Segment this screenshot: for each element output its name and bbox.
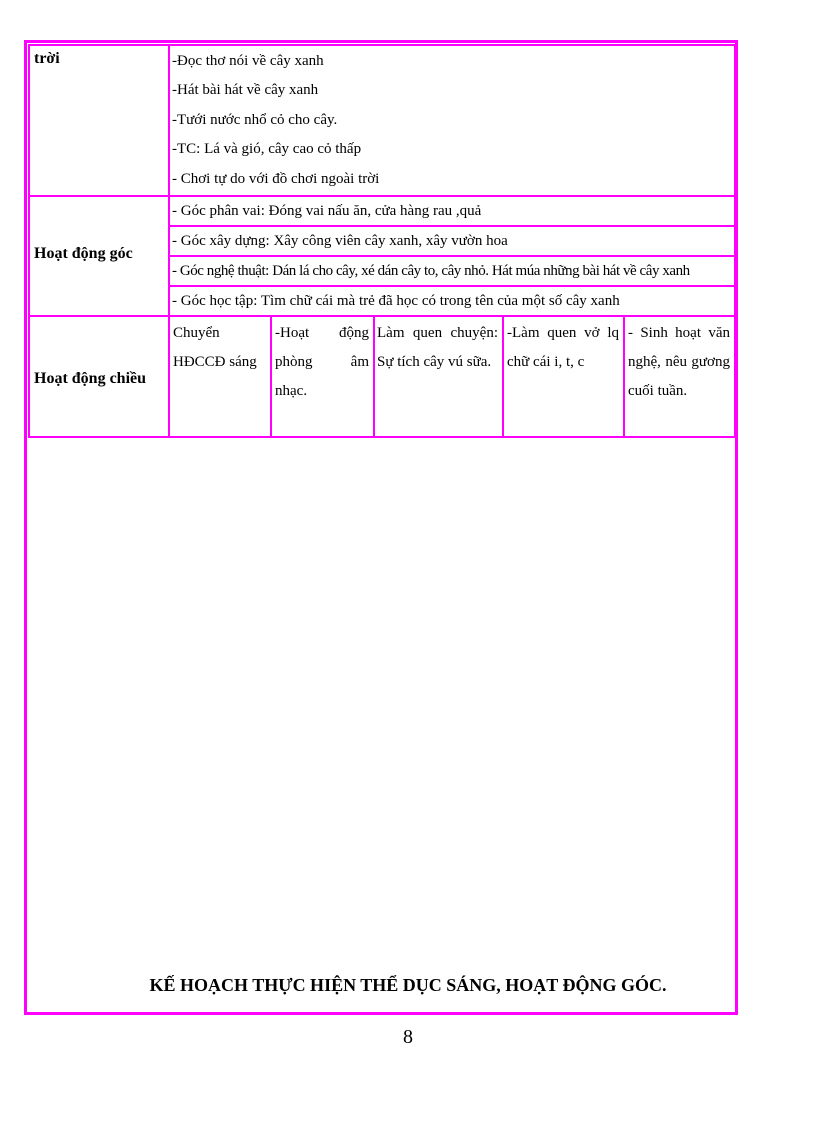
afternoon-activity: Chuyển HĐCCĐ sáng <box>173 325 257 370</box>
afternoon-label: Hoạt động chiều <box>34 370 147 387</box>
corner-item: - Góc học tập: Tìm chữ cái mà trẻ đã học có trong tên của một số cây xanh <box>172 293 620 309</box>
outdoor-item: - Chơi tự do với đồ chơi ngoài trời <box>172 171 380 187</box>
afternoon-activity: -Làm quen vở lq chữ cái i, t, c <box>507 325 619 370</box>
corners-label: Hoạt động góc <box>34 245 133 262</box>
page-number: 8 <box>403 1026 413 1048</box>
plan-title: KẾ HOẠCH THỰC HIỆN THỂ DỤC SÁNG, HOẠT ĐỘNG GÓC. <box>149 975 667 995</box>
afternoon-activity: -Hoạt động phòng âm nhạc. <box>275 325 369 399</box>
outdoor-item: -TC: Lá và gió, cây cao cỏ thấp <box>172 141 362 157</box>
corner-item: - Góc nghệ thuật: Dán lá cho cây, xé dán cây to, cây nhỏ. Hát múa những bài hát về cây xanh <box>172 263 690 279</box>
outdoor-item: -Đọc thơ nói về cây xanh <box>172 53 324 69</box>
outdoor-item: -Hát bài hát về cây xanh <box>172 82 319 98</box>
afternoon-activity: Làm quen chuyện: Sự tích cây vú sữa. <box>377 325 498 370</box>
outdoor-label: trời <box>34 50 60 67</box>
corner-item: - Góc phân vai: Đóng vai nấu ăn, cửa hàng rau ,quả <box>172 203 482 219</box>
afternoon-activity: - Sinh hoạt văn nghệ, nêu gương cuối tuần. <box>628 325 730 399</box>
corner-item: - Góc xây dựng: Xây công viên cây xanh, xây vườn hoa <box>172 233 508 249</box>
outdoor-item: -Tưới nước nhổ cỏ cho cây. <box>172 112 338 128</box>
